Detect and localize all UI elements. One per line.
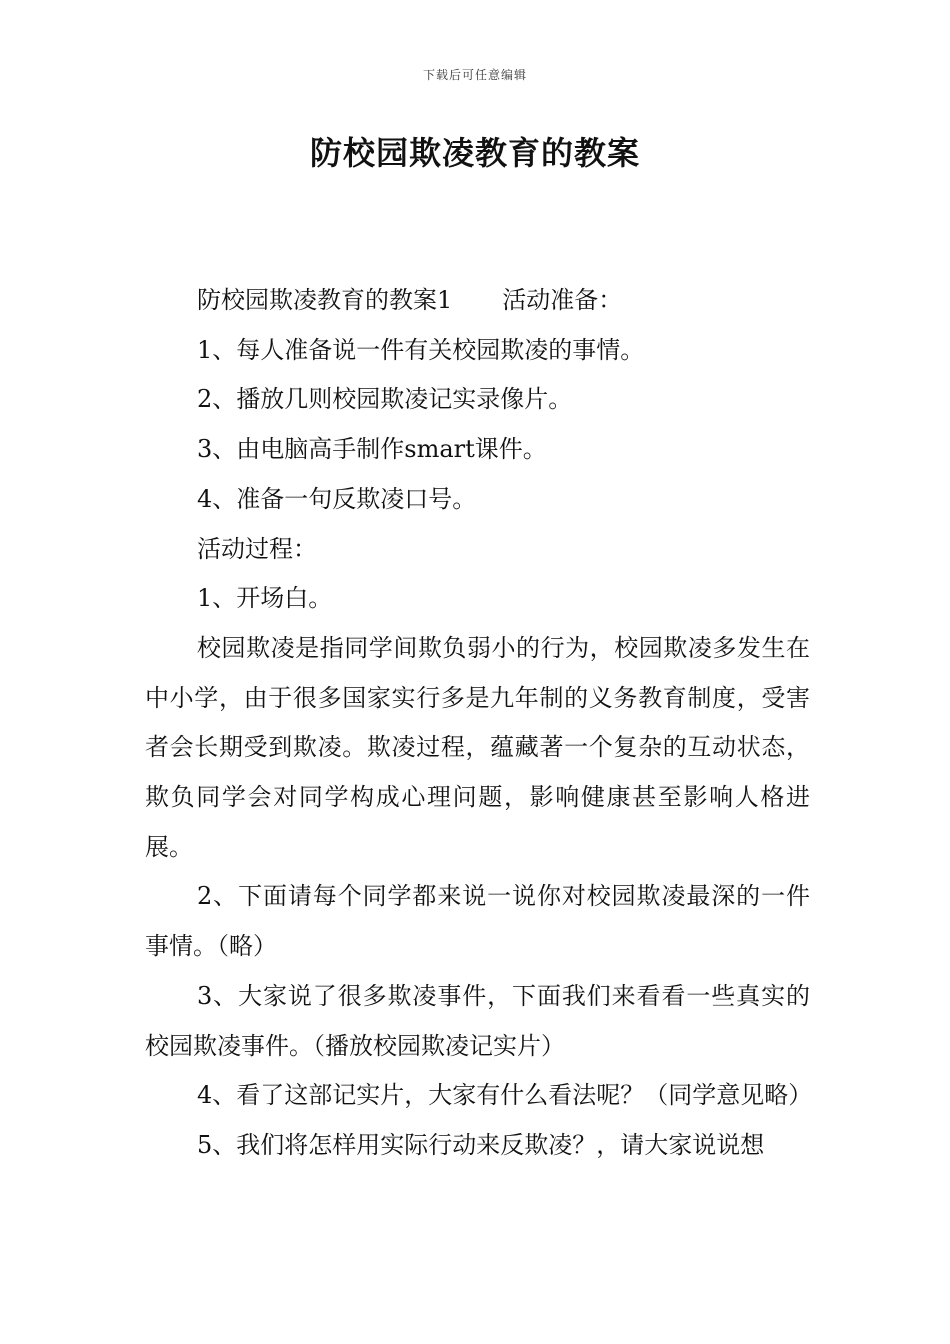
process-paragraph-intro: 校园欺凌是指同学间欺负弱小的行为，校园欺凌多发生在中小学，由于很多国家实行多是九年制的义务教育制度，受害者会长期受到欺凌。欺凌过程，蕴藏著一个复杂的互动状态，欺负同学会对同学构成心理问题，影响健康甚至影响人格进展。 [145,633,810,861]
process-item-5: 5、我们将怎样用实际行动来反欺凌？，请大家说说想 [197,1130,765,1159]
process-item-2: 2、下面请每个同学都来说一说你对校园欺凌最深的一件事情。（略） [145,882,810,961]
process-item-4: 4、看了这部记实片，大家有什么看法呢？（同学意见略） [197,1081,813,1110]
preparation-item-4: 4、准备一句反欺凌口号。 [197,484,477,513]
lesson-heading: 防校园欺凌教育的教案1 [197,286,453,314]
intro-line [145,276,810,326]
preparation-item-1: 1、每人准备说一件有关校园欺凌的事情。 [197,335,645,364]
document-title: 防校园欺凌教育的教案 [309,134,640,172]
process-heading: 活动过程： [197,534,317,563]
preparation-item-2: 2、播放几则校园欺凌记实录像片。 [197,385,573,414]
document-body [145,276,813,1171]
process-item-1: 1、开场白。 [197,584,333,613]
preparation-item-3: 3、由电脑高手制作smart课件。 [197,435,547,464]
process-item-3: 3、大家说了很多欺凌事件，下面我们来看看一些真实的校园欺凌事件。（播放校园欺凌记实片） [145,981,810,1060]
header-note: 下载后可任意编辑 [422,68,527,82]
preparation-heading: 活动准备： [502,286,623,314]
